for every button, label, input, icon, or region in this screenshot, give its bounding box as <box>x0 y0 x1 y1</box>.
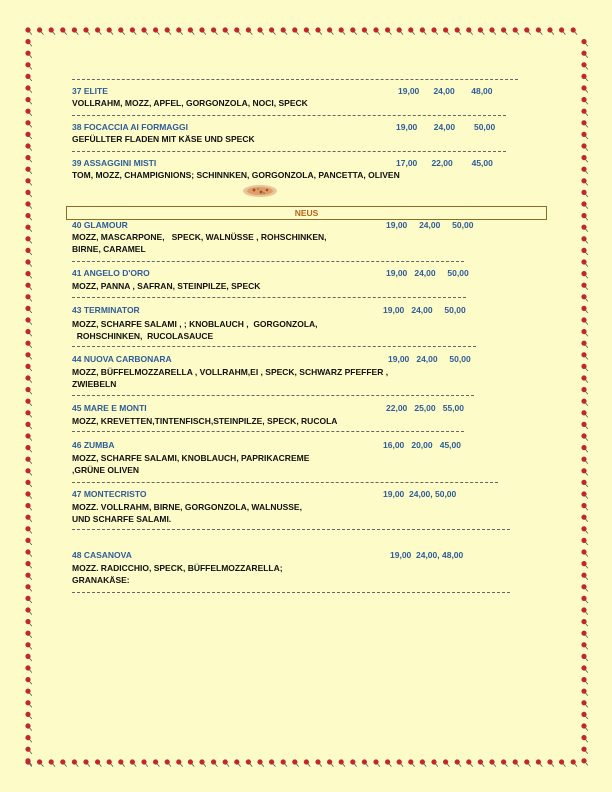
lollipop-icon <box>580 305 590 315</box>
separator-line <box>72 261 464 262</box>
lollipop-icon <box>24 119 34 129</box>
lollipop-icon <box>580 630 590 640</box>
lollipop-icon <box>24 456 34 466</box>
item-prices: 19,00 24,00, 50,00 <box>383 489 457 499</box>
lollipop-icon <box>24 386 34 396</box>
lollipop-icon <box>580 212 590 222</box>
lollipop-icon <box>24 189 34 199</box>
lollipop-icon <box>24 305 34 315</box>
lollipop-icon <box>580 351 590 361</box>
separator-line <box>72 482 498 483</box>
item-description: MOZZ, PANNA , SAFRAN, STEINPILZE, SPECK <box>72 281 261 291</box>
item-description: MOZZ, SCHARFE SALAMI , ; KNOBLAUCH , GORGONZOLA, ROHSCHINKEN, RUCOLASAUCE <box>72 319 318 341</box>
lollipop-icon <box>454 26 464 36</box>
lollipop-icon <box>512 26 522 36</box>
lollipop-icon <box>570 26 580 36</box>
lollipop-icon <box>580 676 590 686</box>
lollipop-icon <box>488 26 498 36</box>
lollipop-icon <box>580 711 590 721</box>
lollipop-icon <box>580 664 590 674</box>
lollipop-icon <box>580 119 590 129</box>
lollipop-icon <box>280 26 290 36</box>
lollipop-icon <box>580 421 590 431</box>
lollipop-icon <box>24 722 34 732</box>
lollipop-icon <box>24 363 34 373</box>
item-prices: 19,00 24,00 50,00 <box>386 220 474 230</box>
lollipop-icon <box>24 479 34 489</box>
lollipop-icon <box>24 746 34 756</box>
lollipop-icon <box>24 757 34 767</box>
item-name: 45 MARE E MONTI <box>72 403 147 413</box>
lollipop-icon <box>580 456 590 466</box>
separator-line <box>72 346 476 347</box>
lollipop-icon <box>82 26 92 36</box>
lollipop-icon <box>580 548 590 558</box>
lollipop-icon <box>580 96 590 106</box>
lollipop-icon <box>24 166 34 176</box>
lollipop-icon <box>233 26 243 36</box>
lollipop-icon <box>419 758 429 768</box>
lollipop-icon <box>24 618 34 628</box>
lollipop-icon <box>580 502 590 512</box>
lollipop-icon <box>24 224 34 234</box>
lollipop-icon <box>24 525 34 535</box>
lollipop-icon <box>580 177 590 187</box>
lollipop-icon <box>140 758 150 768</box>
lollipop-icon <box>580 432 590 442</box>
lollipop-icon <box>442 758 452 768</box>
lollipop-icon <box>326 758 336 768</box>
lollipop-icon <box>349 26 359 36</box>
lollipop-icon <box>580 537 590 547</box>
lollipop-icon <box>580 595 590 605</box>
lollipop-icon <box>268 758 278 768</box>
lollipop-icon <box>36 26 46 36</box>
item-name: 41 ANGELO D'ORO <box>72 268 150 278</box>
lollipop-icon <box>523 26 533 36</box>
lollipop-icon <box>222 26 232 36</box>
item-name: 46 ZUMBA <box>72 440 115 450</box>
lollipop-icon <box>580 641 590 651</box>
lollipop-icon <box>129 26 139 36</box>
lollipop-icon <box>396 26 406 36</box>
lollipop-icon <box>24 73 34 83</box>
lollipop-icon <box>523 758 533 768</box>
lollipop-icon <box>24 595 34 605</box>
lollipop-icon <box>24 490 34 500</box>
item-description: MOZZ, SCHARFE SALAMI, KNOBLAUCH, PAPRIKACREME ,GRÜNE OLIVEN <box>72 453 310 475</box>
item-description: MOZZ, KREVETTEN,TINTENFISCH,STEINPILZE, SPECK, RUCOLA <box>72 416 338 426</box>
lollipop-icon <box>24 177 34 187</box>
lollipop-icon <box>117 26 127 36</box>
lollipop-icon <box>24 61 34 71</box>
lollipop-icon <box>24 374 34 384</box>
lollipop-icon <box>24 537 34 547</box>
lollipop-icon <box>477 758 487 768</box>
lollipop-icon <box>24 502 34 512</box>
lollipop-icon <box>24 154 34 164</box>
item-name: 44 NUOVA CARBONARA <box>72 354 172 364</box>
item-prices: 22,00 25,00 55,00 <box>386 403 464 413</box>
item-name: 38 FOCACCIA AI FORMAGGI <box>72 122 189 132</box>
item-description: MOZZ. VOLLRAHM, BIRNE, GORGONZOLA, WALNUSSE, UND SCHARFE SALAMI. <box>72 502 302 524</box>
lollipop-icon <box>187 758 197 768</box>
lollipop-icon <box>24 548 34 558</box>
lollipop-icon <box>24 421 34 431</box>
lollipop-icon <box>210 758 220 768</box>
lollipop-icon <box>106 26 116 36</box>
lollipop-icon <box>580 479 590 489</box>
lollipop-icon <box>372 26 382 36</box>
lollipop-icon <box>24 734 34 744</box>
lollipop-icon <box>24 572 34 582</box>
lollipop-icon <box>546 26 556 36</box>
lollipop-icon <box>580 409 590 419</box>
lollipop-icon <box>454 758 464 768</box>
separator-line <box>72 115 506 116</box>
item-description: MOZZ, BÜFFELMOZZARELLA , VOLLRAHM,EI , SPECK, SCHWARZ PFEFFER , ZWIEBELN <box>72 367 389 389</box>
lollipop-icon <box>94 758 104 768</box>
lollipop-icon <box>24 340 34 350</box>
lollipop-icon <box>24 131 34 141</box>
lollipop-icon <box>59 26 69 36</box>
lollipop-icon <box>24 270 34 280</box>
lollipop-icon <box>24 398 34 408</box>
lollipop-icon <box>164 758 174 768</box>
lollipop-icon <box>477 26 487 36</box>
lollipop-icon <box>24 560 34 570</box>
item-prices: 19,00 24,00 48,00 <box>398 86 493 96</box>
lollipop-icon <box>546 758 556 768</box>
lollipop-icon <box>372 758 382 768</box>
item-description: MOZZ, MASCARPONE, SPECK, WALNÜSSE , ROHSCHINKEN, BIRNE, CARAMEL <box>72 232 327 254</box>
item-prices: 19,00 24,00 50,00 <box>396 122 496 132</box>
lollipop-icon <box>535 758 545 768</box>
lollipop-icon <box>24 328 34 338</box>
lollipop-icon <box>24 50 34 60</box>
lollipop-icon <box>24 653 34 663</box>
lollipop-icon <box>488 758 498 768</box>
lollipop-icon <box>152 26 162 36</box>
lollipop-icon <box>36 758 46 768</box>
lollipop-icon <box>24 664 34 674</box>
lollipop-icon <box>580 247 590 257</box>
lollipop-icon <box>106 758 116 768</box>
lollipop-icon <box>24 467 34 477</box>
lollipop-icon <box>580 316 590 326</box>
lollipop-icon <box>580 282 590 292</box>
lollipop-icon <box>117 758 127 768</box>
lollipop-icon <box>430 26 440 36</box>
lollipop-icon <box>580 38 590 48</box>
separator-line <box>72 395 474 396</box>
lollipop-icon <box>326 26 336 36</box>
lollipop-icon <box>314 26 324 36</box>
lollipop-icon <box>129 758 139 768</box>
lollipop-icon <box>580 108 590 118</box>
separator-line <box>72 79 518 80</box>
section-title: NEUS <box>294 208 319 218</box>
lollipop-icon <box>24 293 34 303</box>
lollipop-icon <box>140 26 150 36</box>
lollipop-icon <box>580 293 590 303</box>
lollipop-icon <box>24 200 34 210</box>
lollipop-icon <box>256 758 266 768</box>
lollipop-icon <box>419 26 429 36</box>
lollipop-icon <box>580 467 590 477</box>
lollipop-icon <box>500 758 510 768</box>
lollipop-icon <box>580 200 590 210</box>
lollipop-icon <box>361 758 371 768</box>
item-name: 37 ELITE <box>72 86 108 96</box>
lollipop-icon <box>580 270 590 280</box>
lollipop-icon <box>580 73 590 83</box>
lollipop-icon <box>500 26 510 36</box>
lollipop-icon <box>233 758 243 768</box>
lollipop-icon <box>361 26 371 36</box>
lollipop-icon <box>396 758 406 768</box>
item-name: 40 GLAMOUR <box>72 220 128 230</box>
lollipop-icon <box>256 26 266 36</box>
lollipop-icon <box>580 258 590 268</box>
lollipop-icon <box>24 316 34 326</box>
lollipop-icon <box>580 583 590 593</box>
item-prices: 19,00 24,00 50,00 <box>388 354 471 364</box>
lollipop-icon <box>580 328 590 338</box>
lollipop-icon <box>198 26 208 36</box>
item-description: GEFÜLLTER FLADEN MIT KÄSE UND SPECK <box>72 134 255 144</box>
item-description: MOZZ. RADICCHIO, SPECK, BÜFFELMOZZARELLA; GRANAKÄSE: <box>72 563 283 585</box>
lollipop-icon <box>580 142 590 152</box>
lollipop-icon <box>407 758 417 768</box>
lollipop-icon <box>580 84 590 94</box>
lollipop-icon <box>580 340 590 350</box>
item-name: 43 TERMINATOR <box>72 305 140 315</box>
lollipop-icon <box>442 26 452 36</box>
lollipop-icon <box>580 398 590 408</box>
lollipop-icon <box>24 444 34 454</box>
lollipop-icon <box>580 374 590 384</box>
lollipop-icon <box>570 758 580 768</box>
lollipop-icon <box>465 26 475 36</box>
lollipop-icon <box>94 26 104 36</box>
section-header-box <box>66 206 547 220</box>
lollipop-icon <box>24 688 34 698</box>
lollipop-icon <box>24 699 34 709</box>
lollipop-icon <box>580 166 590 176</box>
item-prices: 19,00 24,00 50,00 <box>386 268 469 278</box>
lollipop-icon <box>580 572 590 582</box>
lollipop-icon <box>465 758 475 768</box>
lollipop-icon <box>71 758 81 768</box>
lollipop-icon <box>24 432 34 442</box>
lollipop-icon <box>338 26 348 36</box>
lollipop-icon <box>291 758 301 768</box>
lollipop-icon <box>580 224 590 234</box>
lollipop-icon <box>59 758 69 768</box>
lollipop-icon <box>580 189 590 199</box>
separator-line <box>72 151 506 152</box>
lollipop-icon <box>280 758 290 768</box>
item-name: 39 ASSAGGINI MISTI <box>72 158 157 168</box>
lollipop-icon <box>580 386 590 396</box>
lollipop-icon <box>580 514 590 524</box>
lollipop-icon <box>24 676 34 686</box>
lollipop-icon <box>245 758 255 768</box>
lollipop-icon <box>291 26 301 36</box>
lollipop-icon <box>558 758 568 768</box>
lollipop-icon <box>24 583 34 593</box>
lollipop-icon <box>24 38 34 48</box>
lollipop-icon <box>407 26 417 36</box>
lollipop-icon <box>24 247 34 257</box>
pizza-ornament-icon <box>242 184 278 198</box>
lollipop-icon <box>580 606 590 616</box>
lollipop-icon <box>24 142 34 152</box>
lollipop-icon <box>245 26 255 36</box>
lollipop-icon <box>303 758 313 768</box>
lollipop-icon <box>580 525 590 535</box>
lollipop-icon <box>24 26 34 36</box>
lollipop-icon <box>222 758 232 768</box>
separator-line <box>72 592 510 593</box>
lollipop-icon <box>24 258 34 268</box>
lollipop-icon <box>175 758 185 768</box>
lollipop-icon <box>430 758 440 768</box>
lollipop-icon <box>314 758 324 768</box>
lollipop-icon <box>24 514 34 524</box>
lollipop-icon <box>580 722 590 732</box>
lollipop-icon <box>48 26 58 36</box>
lollipop-icon <box>303 26 313 36</box>
lollipop-icon <box>210 26 220 36</box>
lollipop-icon <box>558 26 568 36</box>
lollipop-icon <box>24 108 34 118</box>
lollipop-icon <box>384 26 394 36</box>
lollipop-icon <box>24 96 34 106</box>
separator-line <box>72 529 510 530</box>
lollipop-icon <box>384 758 394 768</box>
item-prices: 19,00 24,00 50,00 <box>383 305 466 315</box>
lollipop-icon <box>24 606 34 616</box>
lollipop-icon <box>24 84 34 94</box>
lollipop-icon <box>268 26 278 36</box>
separator-line <box>72 297 466 298</box>
lollipop-icon <box>580 734 590 744</box>
item-prices: 19,00 24,00, 48,00 <box>390 550 464 560</box>
lollipop-icon <box>152 758 162 768</box>
lollipop-icon <box>24 235 34 245</box>
lollipop-icon <box>580 154 590 164</box>
lollipop-icon <box>338 758 348 768</box>
lollipop-icon <box>580 61 590 71</box>
lollipop-icon <box>24 212 34 222</box>
lollipop-icon <box>24 630 34 640</box>
lollipop-icon <box>512 758 522 768</box>
item-description: VOLLRAHM, MOZZ, APFEL, GORGONZOLA, NOCI, SPECK <box>72 98 308 108</box>
item-name: 47 MONTECRISTO <box>72 489 147 499</box>
lollipop-icon <box>580 50 590 60</box>
item-prices: 17,00 22,00 45,00 <box>396 158 493 168</box>
lollipop-icon <box>48 758 58 768</box>
lollipop-icon <box>24 351 34 361</box>
lollipop-icon <box>24 711 34 721</box>
lollipop-icon <box>580 746 590 756</box>
lollipop-icon <box>580 235 590 245</box>
lollipop-icon <box>24 641 34 651</box>
lollipop-icon <box>164 26 174 36</box>
lollipop-icon <box>175 26 185 36</box>
lollipop-icon <box>580 363 590 373</box>
lollipop-icon <box>535 26 545 36</box>
lollipop-icon <box>580 688 590 698</box>
lollipop-icon <box>580 699 590 709</box>
item-description: TOM, MOZZ, CHAMPIGNIONS; SCHINNKEN, GORGONZOLA, PANCETTA, OLIVEN <box>72 170 400 180</box>
lollipop-icon <box>580 444 590 454</box>
lollipop-icon <box>580 757 590 767</box>
item-prices: 16,00 20,00 45,00 <box>383 440 461 450</box>
lollipop-icon <box>580 131 590 141</box>
lollipop-icon <box>187 26 197 36</box>
lollipop-icon <box>580 618 590 628</box>
lollipop-icon <box>198 758 208 768</box>
item-name: 48 CASANOVA <box>72 550 132 560</box>
lollipop-icon <box>349 758 359 768</box>
lollipop-icon <box>24 409 34 419</box>
lollipop-icon <box>24 282 34 292</box>
lollipop-icon <box>580 490 590 500</box>
lollipop-icon <box>580 653 590 663</box>
lollipop-icon <box>580 560 590 570</box>
separator-line <box>72 431 464 432</box>
lollipop-icon <box>82 758 92 768</box>
lollipop-icon <box>71 26 81 36</box>
